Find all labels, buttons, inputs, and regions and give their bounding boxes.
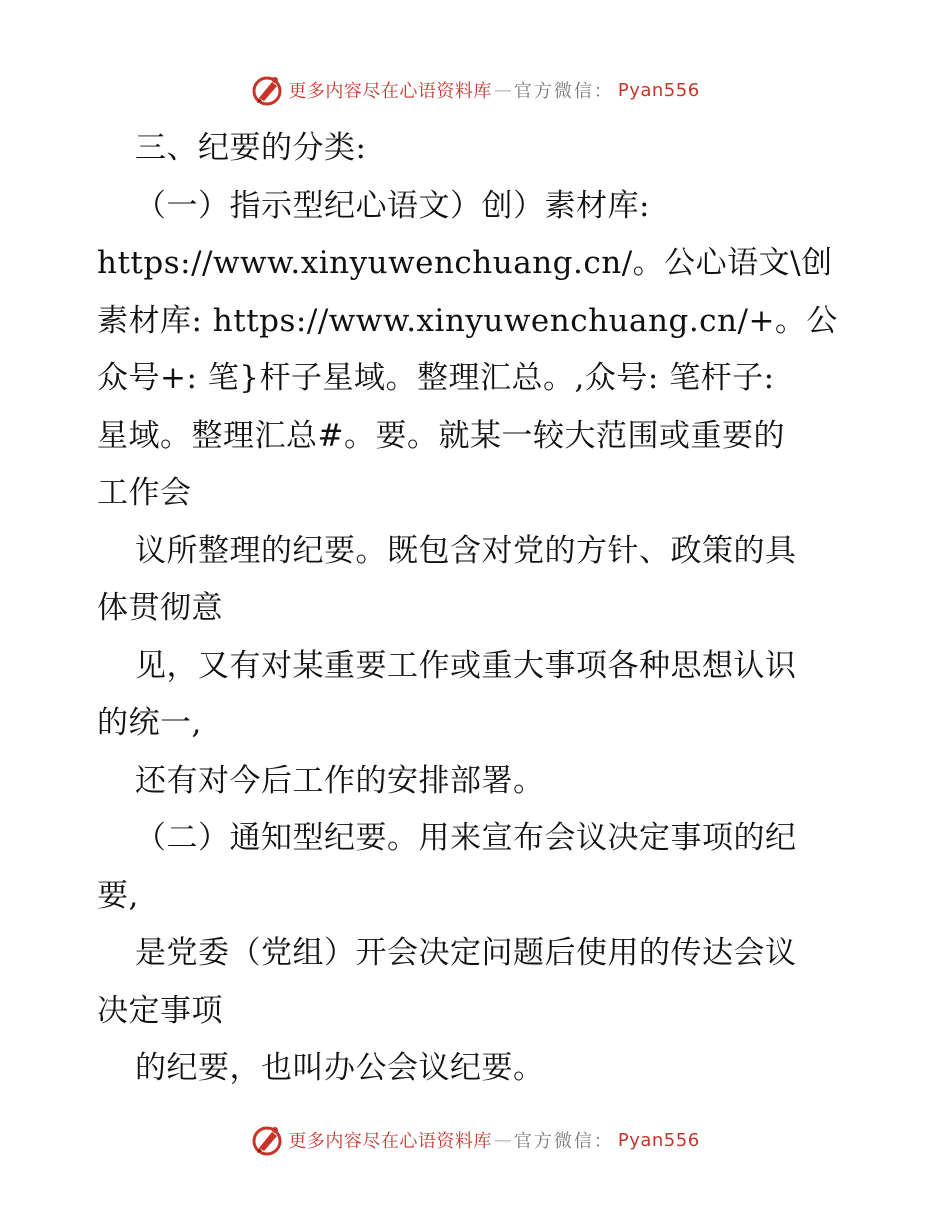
text-line: 议所整理的纪要。既包含对党的方针、政策的具 <box>135 532 797 569</box>
text-line: 体贯彻意 <box>97 590 223 626</box>
text-line: （一）指示型纪心语文）创）素材库: <box>135 187 650 224</box>
banner-separator: — <box>493 1129 512 1151</box>
text-line: https://www.xinyuwenchuang.cn/。公心语文\创 <box>97 245 833 281</box>
pen-circle-logo-icon <box>250 1123 284 1157</box>
text-line: 素材库: https://www.xinyuwenchuang.cn/+。公 <box>97 302 838 339</box>
text-line: 星域。整理汇总#。要。就某一较大范围或重要的 <box>97 417 785 454</box>
text-line: 还有对今后工作的安排部署。 <box>135 762 545 799</box>
text-line: 三、纪要的分类: <box>135 130 367 166</box>
text-line: 工作会 <box>97 475 192 511</box>
banner-main-text: 更多内容尽在心语资料库 <box>288 81 492 102</box>
text-line: 要, <box>97 877 139 914</box>
document-body <box>97 120 857 1098</box>
text-line: 是党委（党组）开会决定问题后使用的传达会议 <box>135 935 797 971</box>
text-line: （二）通知型纪要。用来宣布会议决定事项的纪 <box>135 820 797 856</box>
header-banner <box>0 70 950 110</box>
banner-wechat-id: Pyan556 <box>617 1129 700 1151</box>
text-line: 决定事项 <box>97 992 223 1029</box>
pen-circle-logo-icon <box>250 73 284 107</box>
banner-main-text: 更多内容尽在心语资料库 <box>288 1131 492 1152</box>
footer-banner <box>0 1120 950 1160</box>
banner-separator: — <box>493 79 512 101</box>
banner-official-label: 官方微信： <box>513 81 614 102</box>
banner-official-label: 官方微信： <box>513 1131 614 1152</box>
text-line: 众号+: 笔}杆子星域。整理汇总。,众号: 笔杆子: <box>97 360 775 396</box>
text-line: 见，又有对某重要工作或重大事项各种思想认识 <box>135 647 797 684</box>
text-line: 的统一, <box>97 705 202 741</box>
banner-wechat-id: Pyan556 <box>617 79 700 101</box>
text-line: 的纪要，也叫办公会议纪要。 <box>135 1050 545 1086</box>
